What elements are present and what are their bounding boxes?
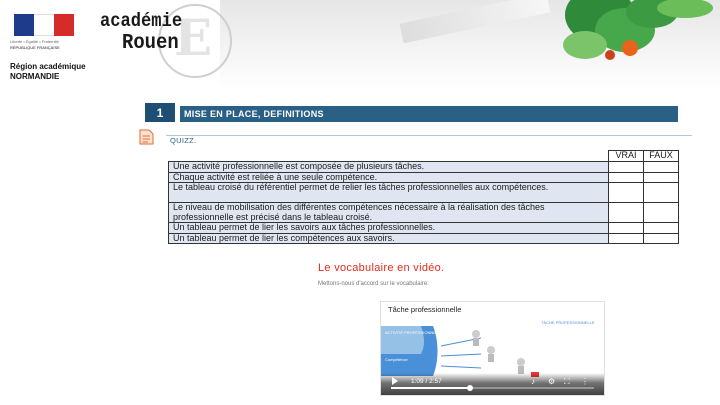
column-header-vrai: VRAI [609, 151, 644, 162]
quizz-question: Une activité professionnelle est composée de plusieurs tâches. [169, 162, 609, 173]
answer-cell-faux[interactable] [644, 203, 679, 223]
region-line-1: Région académique [10, 62, 86, 71]
video-progress-handle[interactable] [467, 385, 473, 391]
page-header [0, 0, 720, 90]
quizz-question: Le niveau de mobilisation des différentes compétences nécessaire à la réalisation des tâches professionnelle est précisé dans le tableau croisé. [169, 203, 609, 223]
video-section-title: Le vocabulaire en vidéo. [318, 262, 445, 274]
settings-icon[interactable]: ⚙ [548, 377, 556, 386]
rouen-word: Rouen [122, 32, 179, 55]
video-controls [381, 373, 604, 395]
section-title: MISE EN PLACE, DEFINITIONS [184, 109, 324, 119]
quizz-question: Un tableau permet de lier les savoirs aux tâches professionnelles. [169, 223, 609, 234]
logo-letter: E [174, 8, 213, 67]
quizz-header-row [169, 151, 679, 162]
academie-word: académie [100, 10, 183, 32]
answer-cell-faux[interactable] [644, 233, 679, 244]
region-label [10, 62, 86, 82]
quizz-row [169, 223, 679, 234]
quizz-row [169, 172, 679, 183]
video-progress-bar[interactable] [391, 387, 594, 389]
answer-cell-faux[interactable] [644, 223, 679, 234]
answer-cell-vrai[interactable] [609, 162, 644, 173]
quizz-label: QUIZZ. [170, 136, 197, 145]
government-label [10, 39, 100, 51]
video-section-subtitle: Mettons-nous d'accord sur le vocabulaire. [318, 281, 429, 287]
section-number: 1 [145, 103, 175, 122]
answer-cell-vrai[interactable] [609, 223, 644, 234]
decorative-leaf-graphic [560, 0, 720, 80]
quizz-row [169, 183, 679, 203]
play-icon[interactable] [392, 377, 398, 385]
academie-rouen-logo [100, 8, 230, 70]
answer-cell-vrai[interactable] [609, 203, 644, 223]
quizz-table [168, 150, 679, 244]
region-line-2: NORMANDIE [10, 72, 60, 81]
answer-cell-vrai[interactable] [609, 172, 644, 183]
fullscreen-icon[interactable]: ⛶ [564, 377, 570, 386]
answer-cell-vrai[interactable] [609, 233, 644, 244]
quizz-row [169, 203, 679, 223]
video-player[interactable] [380, 301, 605, 396]
svg-text:TÂCHE PROFESSIONNELLE: TÂCHE PROFESSIONNELLE [541, 320, 595, 325]
svg-text:Compétence: Compétence [385, 357, 408, 362]
answer-cell-vrai[interactable] [609, 183, 644, 203]
quizz-header-blank [169, 151, 609, 162]
more-options-icon[interactable]: ⋮ [581, 377, 589, 386]
video-slide-title: Tâche professionnelle [388, 305, 462, 314]
quizz-question: Chaque activité est reliée à une seule compétence. [169, 172, 609, 183]
column-header-faux: FAUX [644, 151, 679, 162]
government-name: RÉPUBLIQUE FRANÇAISE [10, 45, 60, 50]
video-time: 1:09 / 2:57 [411, 378, 442, 385]
volume-icon[interactable]: ♪ [531, 377, 535, 386]
answer-cell-faux[interactable] [644, 162, 679, 173]
quizz-question: Le tableau croisé du référentiel permet de relier les tâches professionnelles aux compétences. [169, 183, 609, 203]
document-icon [139, 129, 154, 145]
answer-cell-faux[interactable] [644, 172, 679, 183]
quizz-row [169, 233, 679, 244]
quizz-question: Un tableau permet de lier les compétences aux savoirs. [169, 233, 609, 244]
video-progress-fill [391, 387, 470, 389]
government-motto: Liberté • Égalité • Fraternité [10, 39, 59, 44]
french-flag-logo [14, 14, 74, 36]
svg-text:ACTIVITÉ PROFESSIONNELLE: ACTIVITÉ PROFESSIONNELLE [385, 330, 444, 335]
quizz-row [169, 162, 679, 173]
section-header [145, 106, 678, 122]
answer-cell-faux[interactable] [644, 183, 679, 203]
quizz-underline [166, 135, 692, 136]
